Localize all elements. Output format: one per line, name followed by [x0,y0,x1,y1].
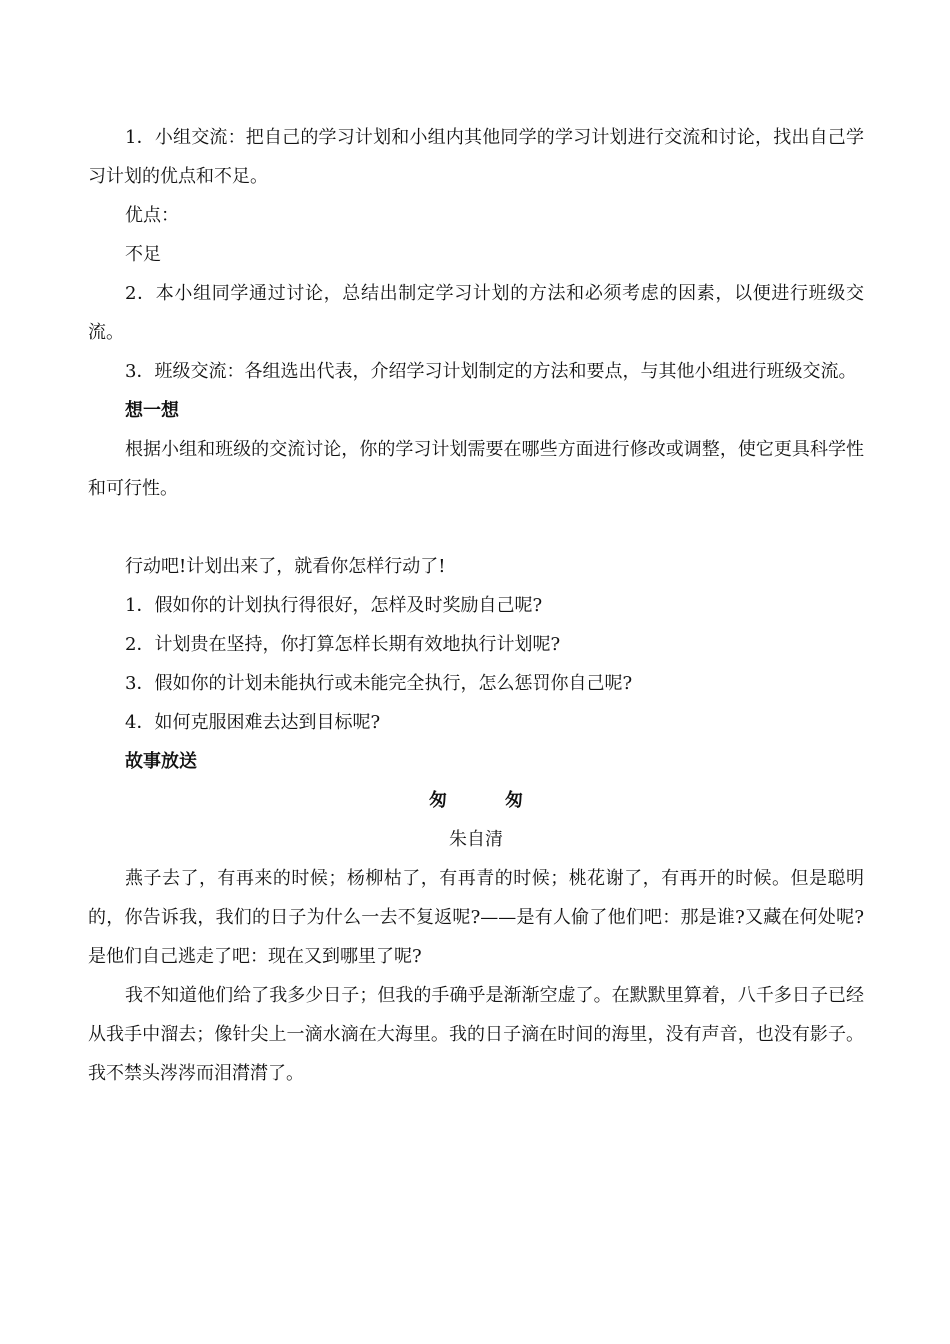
think-body: 根据小组和班级的交流讨论，你的学习计划需要在哪些方面进行修改或调整，使它更具科学性和可行性。 [88,439,864,499]
strengths-label: 优点： [125,205,179,226]
action-question-3: 3．假如你的计划未能执行或未能完全执行，怎么惩罚你自己呢? [125,673,633,694]
story-paragraph-1: 燕子去了，有再来的时候；杨柳枯了，有再青的时候；桃花谢了，有再开的时候。但是聪明的，你告诉我，我们的日子为什么一去不复返呢?——是有人偷了他们吧：那是谁?又藏在何处呢?是他们自己逃走了吧：现在又到哪里了呢? [88,868,864,967]
story-title-char-1: 匆 [429,790,447,811]
story-heading: 故事放送 [125,751,197,772]
action-question-1: 1．假如你的计划执行得很好，怎样及时奖励自己呢? [125,595,543,616]
blank-line [88,508,864,547]
document-page [88,118,864,1093]
think-heading: 想一想 [125,400,179,421]
weaknesses-label: 不足 [125,244,161,265]
action-question-2: 2．计划贵在坚持，你打算怎样长期有效地执行计划呢? [125,634,561,655]
action-intro: 行动吧!计划出来了，就看你怎样行动了! [125,556,446,577]
story-title-char-2: 匆 [505,790,523,811]
story-author: 朱自清 [449,829,503,850]
action-question-4: 4．如何克服困难去达到目标呢? [125,712,381,733]
discuss-item-2: 2．本小组同学通过讨论，总结出制定学习计划的方法和必须考虑的因素，以便进行班级交流。 [88,283,864,343]
discuss-item-3: 3．班级交流：各组选出代表，介绍学习计划制定的方法和要点，与其他小组进行班级交流。 [125,361,857,382]
story-paragraph-2: 我不知道他们给了我多少日子；但我的手确乎是渐渐空虚了。在默默里算着，八千多日子已经从我手中溜去；像针尖上一滴水滴在大海里。我的日子滴在时间的海里，没有声音，也没有影子。我不禁头涔涔而泪潸潸了。 [88,985,864,1084]
story-title [88,781,864,820]
discuss-item-1: 1．小组交流：把自己的学习计划和小组内其他同学的学习计划进行交流和讨论，找出自己学习计划的优点和不足。 [88,127,864,187]
